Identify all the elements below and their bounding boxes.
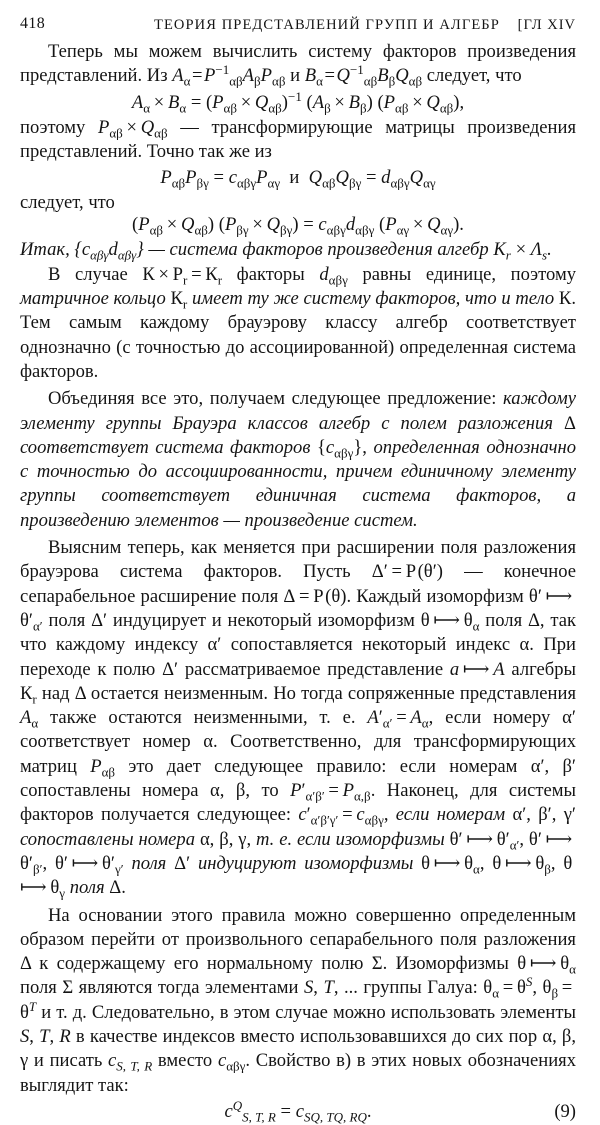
- paragraph-4: Итак, $\{c_{\alpha\beta\gamma}d_{\alpha\beta\gamma}\}$ — система факторов произведения алгебр $К_r \times \Lambda_s$.: [20, 239, 552, 264]
- paragraph-2: поэтому $P_{\alpha\beta} \times Q_{\alpha\beta}$ — трансформирующие матрицы произведения представлений. Точно так же из: [20, 116, 576, 162]
- paragraph-5: В случае $К \times Р_r = К_r$ факторы $d_{\alpha\beta\gamma}$ равны единице, поэтому матричное кольцо $К_r$ имеет ту же систему факторов, что и тело К. Тем самым каждому брауэрову классу алгебр соответствует однозначно (с точностью до ассоциированной) определенная система факторов.: [20, 263, 577, 382]
- equation-1: $A_\alpha \times B_\alpha = (P_{\alpha\beta} \times Q_{\alpha\beta})^{-1}$ $(A_\beta \times B_\beta) (P_{\alpha\beta} \times Q_{\alpha\beta})$,: [131, 88, 465, 116]
- running-header: [20, 12, 576, 36]
- paragraph-1: Теперь мы можем вычислить систему факторов произведения представлений. Из $A_\alpha$ = $P^{-1}_{\alpha\beta}A_\beta P_{\alpha\beta}$ и $B_\alpha$ = $Q^{-1}_{\alpha\beta}B_\beta Q_{\alpha\beta}$ следует, что: [20, 41, 576, 90]
- equation-4: [20, 1098, 576, 1125]
- paragraph-3: следует, что: [20, 192, 115, 214]
- equation-4-body: $c^Q_{S, T, R} = c_{SQ, TQ, RQ}$.: [224, 1097, 372, 1125]
- equation-3: $(P_{\alpha\beta} \times Q_{\alpha\beta}) (P_{\beta\gamma} \times Q_{\beta\gamma}) = c_{\alpha\beta\gamma}d_{\alpha\beta\gamma}$ $(P_{\alpha\gamma} \times Q_{\alpha\gamma})$.: [132, 214, 464, 239]
- paragraph-7: Выясним теперь, как меняется при расширении поля разложения брауэрова система факторов. Пусть Δ′ = Р (θ′) — конечное сепарабельное расширение поля Δ = Р (θ). Каждый изоморфизм θ′ ⟼ $\theta'_{\alpha'}$ поля Δ′ индуцирует и некоторый изоморфизм θ ⟼ $\theta_\alpha$ поля Δ, так что каждому индексу α′ сопоставляется некоторый индекс α. При переходе к полю Δ′ рассматриваемое представление a ⟼ A алгебры $К_r$ над Δ остается неизменным. Но тогда сопряженные представления $A_\alpha$ также остаются неизменными, т. е. $A'_{\alpha'} = A_\alpha$, если номеру α′ соответствует номер α. Соответственно, для трансформирующих матриц $P_{\alpha\beta}$ это дает следующее правило: если номерам α′, β′ сопоставлены номера α, β, то $P'_{\alpha'\beta'} = P_{\alpha,\beta}$. Наконец, для системы факторов получается следующее: $c'_{\alpha'\beta'\gamma'} = c_{\alpha\beta\gamma}$, если номерам α′, β′, γ′ сопоставлены номера α, β, γ, т. е. если изоморфизмы θ′ ⟼ $\theta'_{\alpha'}$, θ′ ⟼ $\theta'_{\beta'}$, θ′ ⟼ $\theta'_{\gamma'}$ поля Δ′ индуцируют изоморфизмы θ ⟼ $\theta_\alpha$, θ ⟼ $\theta_\beta$, θ ⟼ $\theta_\gamma$ поля Δ.: [20, 537, 577, 901]
- equation-number: (9): [554, 1100, 576, 1122]
- paragraph-8: На основании этого правила можно совершенно определенным образом перейти от произвольного сепарабельного поля разложения Δ к содержащему его нормальному полю Σ. Изоморфизмы θ ⟼ $\theta_\alpha$ поля Σ являются тогда элементами S, T, ... группы Галуа: $\theta_\alpha = \theta^S$, $\theta_\beta = \theta^T$ и т. д. Следовательно, в этом случае можно использовать элементы S, T, R в качестве индексов вместо использовавшихся до сих пор α, β, γ и писать $c_{S, T, R}$ вместо $c_{\alpha\beta\gamma}$. Свойство в) в этих новых обозначениях выглядит так:: [20, 904, 577, 1096]
- page-number: 418: [20, 15, 46, 32]
- page-body: [20, 40, 576, 1125]
- equation-2: $P_{\alpha\beta}P_{\beta\gamma} = c_{\alpha\beta\gamma}P_{\alpha\gamma}$ и $Q_{\alpha\beta}Q_{\beta\gamma} = d_{\alpha\beta\gamma}Q_{\alpha\gamma}$: [160, 167, 436, 191]
- running-title: ТЕОРИЯ ПРЕДСТАВЛЕНИЙ ГРУПП И АЛГЕБР: [154, 17, 500, 33]
- paragraph-6: Объединяя все это, получаем следующее предложение: каждому элементу группы Брауэра классов алгебр с полем разложения Δ соответствует система факторов $\{c_{\alpha\beta\gamma}\}$, определенная однозначно с точностью до ассоциированности, причем единичному элементу группы соответствует единичная система факторов, а произведению элементов — произведение систем.: [20, 388, 576, 531]
- chapter-label: [ГЛ XIV: [517, 17, 576, 33]
